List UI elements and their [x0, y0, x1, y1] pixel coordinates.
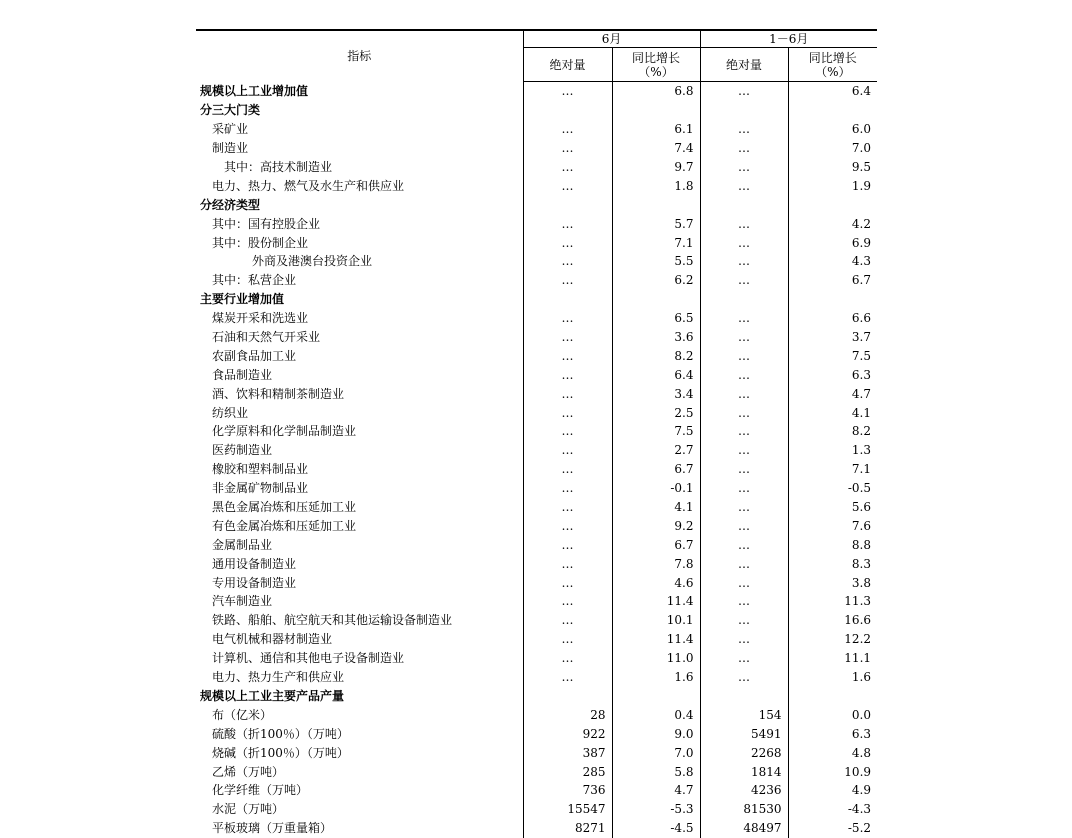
row-label: 酒、饮料和精制茶制造业 [212, 386, 345, 401]
june-absolute-cell [523, 101, 612, 120]
ytd-absolute-cell: … [700, 214, 788, 233]
june-yoy-cell: 4.6 [612, 573, 700, 592]
table-row [196, 687, 877, 706]
ytd-yoy-cell: 0.0 [788, 705, 877, 724]
row-label: 黑色金属冶炼和压延加工业 [212, 500, 357, 515]
june-yoy-cell: 1.6 [612, 668, 700, 687]
ytd-yoy-cell: 7.1 [788, 460, 877, 479]
ytd-absolute-cell: … [700, 233, 788, 252]
row-label: 煤炭开采和洗选业 [212, 311, 309, 326]
table-row [196, 573, 877, 592]
table-row [196, 328, 877, 347]
june-yoy-cell: 4.1 [612, 498, 700, 517]
row-label: 烧碱（折100％）（万吨） [212, 745, 349, 760]
june-yoy-cell: 7.4 [612, 139, 700, 158]
table-row [196, 346, 877, 365]
ytd-absolute-cell: … [700, 139, 788, 158]
ytd-yoy-cell: 6.4 [788, 82, 877, 101]
ytd-absolute-cell: 5491 [700, 724, 788, 743]
row-label: 非金属矿物制品业 [212, 481, 309, 496]
row-label: 汽车制造业 [212, 594, 273, 609]
ytd-yoy-cell: 6.0 [788, 120, 877, 139]
row-label: 硫酸（折100％）（万吨） [212, 726, 349, 741]
ytd-yoy-cell: 4.2 [788, 214, 877, 233]
june-absolute-cell: … [523, 611, 612, 630]
indicator-header: 指标 [347, 49, 372, 64]
june-yoy-cell: 7.0 [612, 743, 700, 762]
june-yoy-cell: 4.7 [612, 781, 700, 800]
ytd-yoy-cell: 4.7 [788, 384, 877, 403]
ytd-absolute-cell: … [700, 516, 788, 535]
june-yoy-cell: 9.2 [612, 516, 700, 535]
row-label: 乙烯（万吨） [212, 764, 285, 779]
ytd-absolute-cell: … [700, 158, 788, 177]
row-label: 医药制造业 [212, 443, 273, 458]
june-absolute-cell: … [523, 649, 612, 668]
table-row [196, 309, 877, 328]
june-absolute-cell [523, 195, 612, 214]
june-absolute-cell: … [523, 592, 612, 611]
row-label: 其中：私营企业 [212, 273, 297, 288]
table-row [196, 668, 877, 687]
ytd-absolute-cell: … [700, 498, 788, 517]
table-row [196, 535, 877, 554]
ytd-absolute-cell: … [700, 403, 788, 422]
june-yoy-cell: 3.4 [612, 384, 700, 403]
ytd-absolute-cell: … [700, 554, 788, 573]
june-absolute-cell: … [523, 460, 612, 479]
ytd-absolute-cell: … [700, 535, 788, 554]
row-label: 化学原料和化学制品制造业 [212, 424, 357, 439]
ytd-yoy-cell: 5.6 [788, 498, 877, 517]
row-label: 其中：股份制企业 [212, 235, 309, 250]
jan-june-header: 1－6月 [700, 30, 877, 48]
ytd-yoy-cell [788, 687, 877, 706]
ytd-absolute-cell: … [700, 649, 788, 668]
june-yoy-cell: 7.1 [612, 233, 700, 252]
ytd-absolute-cell: … [700, 120, 788, 139]
table-row [196, 384, 877, 403]
table-row [196, 441, 877, 460]
june-yoy-cell: 7.8 [612, 554, 700, 573]
june-absolute-cell: 8271 [523, 819, 612, 838]
june-absolute-cell: … [523, 422, 612, 441]
ytd-absolute-cell: … [700, 460, 788, 479]
ytd-absolute-cell: 2268 [700, 743, 788, 762]
ytd-absolute-cell: 154 [700, 705, 788, 724]
row-label: 化学纤维（万吨） [212, 783, 309, 798]
june-absolute-cell: 736 [523, 781, 612, 800]
june-absolute-cell [523, 687, 612, 706]
june-yoy-cell: 11.4 [612, 630, 700, 649]
june-absolute-cell: … [523, 498, 612, 517]
june-absolute-cell: … [523, 252, 612, 271]
ytd-yoy-cell: 6.3 [788, 365, 877, 384]
table-row [196, 252, 877, 271]
ytd-yoy-cell: 6.3 [788, 724, 877, 743]
table-row [196, 743, 877, 762]
ytd-yoy-cell: 6.7 [788, 271, 877, 290]
ytd-yoy-cell: 10.9 [788, 762, 877, 781]
june-yoy-cell: 0.4 [612, 705, 700, 724]
row-label: 专用设备制造业 [212, 575, 297, 590]
ytd-yoy-cell: 3.7 [788, 328, 877, 347]
june-yoy-cell: 1.8 [612, 176, 700, 195]
ytd-absolute-header: 绝对量 [700, 48, 788, 82]
row-label: 铁路、船舶、航空航天和其他运输设备制造业 [212, 613, 453, 628]
june-yoy-cell: 5.7 [612, 214, 700, 233]
june-yoy-cell [612, 290, 700, 309]
june-absolute-cell: … [523, 384, 612, 403]
ytd-yoy-cell: 1.6 [788, 668, 877, 687]
june-absolute-header: 绝对量 [523, 48, 612, 82]
june-yoy-cell: 7.5 [612, 422, 700, 441]
table-row [196, 724, 877, 743]
table-row [196, 271, 877, 290]
row-label: 石油和天然气开采业 [212, 330, 321, 345]
ytd-yoy-cell: -5.2 [788, 819, 877, 838]
ytd-absolute-cell: … [700, 309, 788, 328]
row-label: 外商及港澳台投资企业 [252, 254, 373, 269]
row-label: 农副食品加工业 [212, 348, 297, 363]
june-absolute-cell: 922 [523, 724, 612, 743]
june-yoy-cell [612, 101, 700, 120]
table-row [196, 705, 877, 724]
june-absolute-cell: 28 [523, 705, 612, 724]
ytd-absolute-cell: … [700, 252, 788, 271]
row-label: 其中：高技术制造业 [224, 160, 333, 174]
june-absolute-cell: … [523, 328, 612, 347]
table-body [196, 82, 877, 838]
table-row [196, 120, 877, 139]
ytd-yoy-cell: 1.3 [788, 441, 877, 460]
june-absolute-cell: … [523, 668, 612, 687]
ytd-absolute-cell: … [700, 592, 788, 611]
row-label: 其中：国有控股企业 [212, 216, 321, 231]
june-absolute-cell: … [523, 271, 612, 290]
ytd-yoy-cell: -4.3 [788, 800, 877, 819]
ytd-absolute-cell: … [700, 176, 788, 195]
row-label: 采矿业 [212, 122, 249, 137]
row-label: 有色金属冶炼和压延加工业 [212, 518, 357, 533]
ytd-yoy-cell: 11.3 [788, 592, 877, 611]
ytd-absolute-cell: … [700, 422, 788, 441]
row-label: 制造业 [212, 141, 249, 156]
ytd-yoy-cell [788, 290, 877, 309]
ytd-absolute-cell: … [700, 668, 788, 687]
june-yoy-cell: -5.3 [612, 800, 700, 819]
row-label: 计算机、通信和其他电子设备制造业 [212, 651, 405, 666]
june-yoy-cell: -4.5 [612, 819, 700, 838]
ytd-absolute-cell: 48497 [700, 819, 788, 838]
june-yoy-cell: 9.7 [612, 158, 700, 177]
ytd-yoy-cell: 12.2 [788, 630, 877, 649]
june-absolute-cell: … [523, 346, 612, 365]
june-header: 6月 [523, 30, 700, 48]
june-yoy-cell: 2.7 [612, 441, 700, 460]
june-absolute-cell [523, 290, 612, 309]
june-yoy-cell: 6.7 [612, 535, 700, 554]
table-row [196, 290, 877, 309]
row-label: 电气机械和器材制造业 [212, 632, 333, 647]
table-header [196, 30, 877, 82]
table-row [196, 554, 877, 573]
table-row [196, 592, 877, 611]
june-yoy-cell: 11.4 [612, 592, 700, 611]
row-label: 水泥（万吨） [212, 802, 285, 817]
ytd-yoy-cell: 6.9 [788, 233, 877, 252]
ytd-yoy-header: 同比增长 （%） [788, 48, 877, 82]
june-yoy-cell: 5.8 [612, 762, 700, 781]
row-label: 电力、热力、燃气及水生产和供应业 [212, 178, 405, 193]
ytd-absolute-cell: … [700, 82, 788, 101]
row-label: 通用设备制造业 [212, 556, 297, 571]
ytd-yoy-cell: 4.3 [788, 252, 877, 271]
ytd-absolute-cell: … [700, 328, 788, 347]
ytd-yoy-cell: 9.5 [788, 158, 877, 177]
ytd-yoy-cell: 4.1 [788, 403, 877, 422]
ytd-absolute-cell: … [700, 384, 788, 403]
ytd-yoy-cell: 16.6 [788, 611, 877, 630]
row-label: 橡胶和塑料制品业 [212, 462, 309, 477]
june-yoy-cell: 6.2 [612, 271, 700, 290]
table-row [196, 762, 877, 781]
table-row [196, 365, 877, 384]
june-absolute-cell: … [523, 139, 612, 158]
row-label: 食品制造业 [212, 367, 273, 382]
june-absolute-cell: … [523, 233, 612, 252]
ytd-yoy-cell [788, 101, 877, 120]
table-row [196, 611, 877, 630]
table-row [196, 82, 877, 101]
june-absolute-cell: … [523, 82, 612, 101]
ytd-absolute-cell [700, 195, 788, 214]
june-absolute-cell: … [523, 516, 612, 535]
ytd-yoy-cell: 7.6 [788, 516, 877, 535]
ytd-yoy-cell: 3.8 [788, 573, 877, 592]
ytd-absolute-cell: … [700, 441, 788, 460]
june-yoy-cell [612, 195, 700, 214]
june-absolute-cell: 285 [523, 762, 612, 781]
table-row [196, 195, 877, 214]
june-yoy-cell: 6.7 [612, 460, 700, 479]
table-row [196, 422, 877, 441]
june-yoy-cell: 6.1 [612, 120, 700, 139]
june-yoy-cell: 2.5 [612, 403, 700, 422]
june-yoy-cell [612, 687, 700, 706]
june-yoy-header: 同比增长 （%） [612, 48, 700, 82]
june-absolute-cell: … [523, 176, 612, 195]
june-yoy-cell: 6.5 [612, 309, 700, 328]
ytd-yoy-cell: 4.8 [788, 743, 877, 762]
june-yoy-cell: -0.1 [612, 479, 700, 498]
table-row [196, 630, 877, 649]
table-row [196, 139, 877, 158]
ytd-yoy-cell: -0.5 [788, 479, 877, 498]
ytd-absolute-cell: … [700, 346, 788, 365]
table-row [196, 819, 877, 838]
june-absolute-cell: … [523, 630, 612, 649]
ytd-yoy-cell: 11.1 [788, 649, 877, 668]
june-yoy-cell: 8.2 [612, 346, 700, 365]
ytd-absolute-cell: … [700, 271, 788, 290]
ytd-yoy-cell: 1.9 [788, 176, 877, 195]
row-label: 规模以上工业增加值 [200, 84, 309, 99]
ytd-absolute-cell: … [700, 479, 788, 498]
june-absolute-cell: … [523, 158, 612, 177]
table-row [196, 403, 877, 422]
table-row [196, 233, 877, 252]
ytd-absolute-cell: … [700, 365, 788, 384]
row-label: 纺织业 [212, 405, 249, 420]
row-label: 主要行业增加值 [200, 292, 285, 307]
ytd-yoy-cell: 6.6 [788, 309, 877, 328]
table-row [196, 479, 877, 498]
june-yoy-cell: 6.8 [612, 82, 700, 101]
june-absolute-cell: … [523, 120, 612, 139]
ytd-absolute-cell: 1814 [700, 762, 788, 781]
table-row [196, 101, 877, 120]
table-row [196, 516, 877, 535]
ytd-absolute-cell [700, 687, 788, 706]
table-row [196, 800, 877, 819]
row-label: 布（亿米） [212, 707, 273, 722]
june-absolute-cell: … [523, 535, 612, 554]
ytd-absolute-cell: 4236 [700, 781, 788, 800]
row-label: 分三大门类 [200, 103, 261, 118]
june-absolute-cell: … [523, 403, 612, 422]
june-yoy-cell: 5.5 [612, 252, 700, 271]
ytd-yoy-cell: 7.5 [788, 346, 877, 365]
june-yoy-cell: 10.1 [612, 611, 700, 630]
table-row [196, 781, 877, 800]
june-absolute-cell: … [523, 479, 612, 498]
row-label: 分经济类型 [200, 197, 261, 212]
statistics-table [196, 29, 877, 838]
ytd-absolute-cell [700, 101, 788, 120]
june-absolute-cell: … [523, 309, 612, 328]
june-absolute-cell: … [523, 365, 612, 384]
june-absolute-cell: 387 [523, 743, 612, 762]
ytd-absolute-cell: … [700, 573, 788, 592]
table-row [196, 158, 877, 177]
table-row [196, 176, 877, 195]
june-absolute-cell: … [523, 214, 612, 233]
june-absolute-cell: … [523, 554, 612, 573]
row-label: 电力、热力生产和供应业 [212, 670, 345, 685]
ytd-absolute-cell: … [700, 630, 788, 649]
table-row [196, 460, 877, 479]
ytd-yoy-cell: 8.2 [788, 422, 877, 441]
row-label: 规模以上工业主要产品产量 [200, 688, 345, 703]
june-yoy-cell: 11.0 [612, 649, 700, 668]
ytd-yoy-cell: 4.9 [788, 781, 877, 800]
june-absolute-cell: 15547 [523, 800, 612, 819]
june-absolute-cell: … [523, 573, 612, 592]
row-label: 金属制品业 [212, 537, 273, 552]
table-row [196, 214, 877, 233]
row-label: 平板玻璃（万重量箱） [212, 821, 333, 836]
june-absolute-cell: … [523, 441, 612, 460]
ytd-absolute-cell: … [700, 611, 788, 630]
ytd-absolute-cell [700, 290, 788, 309]
ytd-yoy-cell [788, 195, 877, 214]
june-yoy-cell: 6.4 [612, 365, 700, 384]
ytd-absolute-cell: 81530 [700, 800, 788, 819]
ytd-yoy-cell: 8.8 [788, 535, 877, 554]
table-row [196, 649, 877, 668]
june-yoy-cell: 3.6 [612, 328, 700, 347]
ytd-yoy-cell: 7.0 [788, 139, 877, 158]
table-row [196, 498, 877, 517]
june-yoy-cell: 9.0 [612, 724, 700, 743]
ytd-yoy-cell: 8.3 [788, 554, 877, 573]
